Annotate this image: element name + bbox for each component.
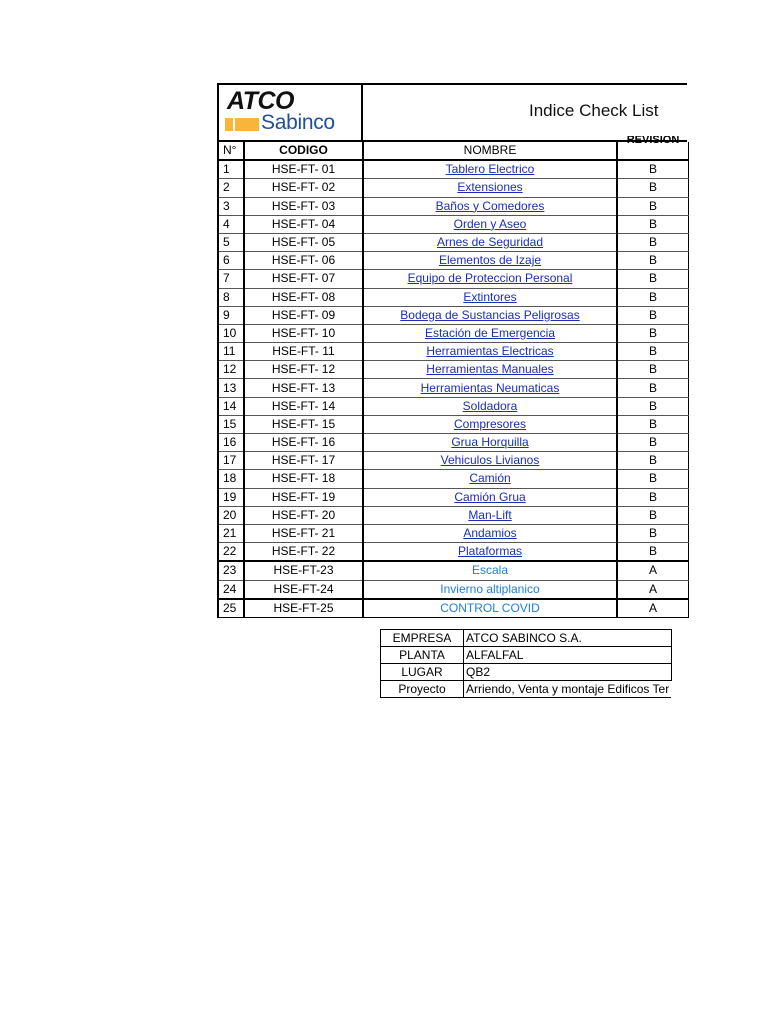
row-revision: A [617,561,689,580]
table-header-row [218,142,689,160]
row-code: HSE-FT- 18 [244,470,363,488]
row-number: 13 [218,379,244,397]
row-number: 23 [218,561,244,580]
info-label: EMPRESA [381,630,464,647]
row-revision: B [617,524,689,542]
checklist-link[interactable]: Tablero Electrico [445,162,535,177]
row-number: 24 [218,580,244,599]
row-name-cell [363,543,617,562]
info-value: Arriendo, Venta y montaje Edificos Ter [464,681,672,698]
checklist-link[interactable]: Arnes de Seguridad [436,235,544,250]
checklist-link[interactable]: Baños y Comedores [435,198,545,213]
row-number: 5 [218,233,244,251]
checklist-link[interactable]: Herramientas Neumaticas [420,380,560,395]
row-name-cell [363,324,617,342]
table-row [218,160,689,179]
row-number: 21 [218,524,244,542]
table-row [218,215,689,233]
row-revision: B [617,506,689,524]
table-row [218,524,689,542]
checklist-link[interactable]: Equipo de Proteccion Personal [407,271,573,286]
row-number: 14 [218,397,244,415]
row-number: 2 [218,179,244,197]
row-revision: B [617,160,689,179]
row-code: HSE-FT-25 [244,599,363,618]
checklist-link[interactable]: Bodega de Sustancias Peligrosas [400,307,580,322]
row-number: 6 [218,252,244,270]
row-code: HSE-FT- 05 [244,233,363,251]
table-row [218,488,689,506]
row-name-cell [363,233,617,251]
row-code: HSE-FT- 09 [244,306,363,324]
row-name-cell [363,252,617,270]
sheet-header [217,83,687,142]
checklist-link[interactable]: Herramientas Manuales [426,362,554,377]
row-name-cell [363,561,617,580]
row-code: HSE-FT- 03 [244,197,363,215]
checklist-link[interactable]: Camión Grua [454,489,526,504]
checklist-link[interactable]: Grua Horquilla [451,435,529,450]
table-row [218,599,689,618]
row-revision: B [617,415,689,433]
row-number: 12 [218,361,244,379]
row-number: 4 [218,215,244,233]
row-number: 22 [218,543,244,562]
row-code: HSE-FT- 16 [244,434,363,452]
row-code: HSE-FT- 17 [244,452,363,470]
row-code: HSE-FT- 20 [244,506,363,524]
checklist-link[interactable]: Estación de Emergencia [424,325,556,340]
checklist-link[interactable]: Escala [471,563,509,578]
row-revision: B [617,306,689,324]
table-row [218,179,689,197]
row-name-cell [363,580,617,599]
row-revision: B [617,470,689,488]
row-number: 11 [218,343,244,361]
row-number: 16 [218,434,244,452]
info-label: PLANTA [381,647,464,664]
page-title: Indice Check List [529,101,659,120]
table-row [218,361,689,379]
checklist-index-sheet [217,83,687,618]
header-name: NOMBRE [363,142,617,160]
checklist-link[interactable]: Soldadora [462,398,518,413]
info-value: QB2 [464,664,672,681]
row-code: HSE-FT-24 [244,580,363,599]
row-revision: B [617,379,689,397]
row-number: 20 [218,506,244,524]
table-row [218,233,689,251]
table-row [218,288,689,306]
row-code: HSE-FT- 08 [244,288,363,306]
logo-sabinco-text: Sabinco [261,111,335,134]
table-row [218,343,689,361]
table-row [218,415,689,433]
row-revision: B [617,343,689,361]
row-name-cell [363,270,617,288]
row-revision: B [617,252,689,270]
row-revision: B [617,270,689,288]
row-revision: B [617,197,689,215]
checklist-link[interactable]: Camión [469,471,511,486]
logo-bars-icon [225,118,259,131]
row-code: HSE-FT- 13 [244,379,363,397]
row-code: HSE-FT- 15 [244,415,363,433]
info-row [381,664,672,681]
checklist-link[interactable]: CONTROL COVID [440,600,540,615]
project-info-table [380,629,672,698]
row-name-cell [363,452,617,470]
table-row [218,543,689,562]
info-value: ATCO SABINCO S.A. [464,630,672,647]
row-code: HSE-FT- 19 [244,488,363,506]
row-revision: B [617,397,689,415]
row-name-cell [363,415,617,433]
table-row [218,506,689,524]
checklist-link[interactable]: Andamios [463,526,517,541]
row-name-cell [363,343,617,361]
checklist-link[interactable]: Elementos de Izaje [438,253,542,268]
row-number: 17 [218,452,244,470]
checklist-link[interactable]: Plataformas [457,544,523,559]
row-revision: A [617,580,689,599]
checklist-link[interactable]: Invierno altiplanico [440,581,540,596]
row-name-cell [363,397,617,415]
info-row [381,681,672,698]
row-code: HSE-FT- 10 [244,324,363,342]
row-code: HSE-FT- 21 [244,524,363,542]
row-revision: B [617,452,689,470]
row-revision: B [617,233,689,251]
info-label: LUGAR [381,664,464,681]
row-revision: B [617,324,689,342]
info-row [381,630,672,647]
logo-atco-text: ATCO [227,87,294,115]
row-name-cell [363,434,617,452]
table-row [218,306,689,324]
row-name-cell [363,488,617,506]
checklist-link[interactable]: Extintores [463,289,517,304]
table-row [218,434,689,452]
checklist-link[interactable]: Man-Lift [468,507,512,522]
row-name-cell [363,361,617,379]
row-number: 18 [218,470,244,488]
row-name-cell [363,524,617,542]
header-no: N° [218,142,244,160]
row-number: 15 [218,415,244,433]
row-number: 10 [218,324,244,342]
row-code: HSE-FT- 06 [244,252,363,270]
table-row [218,270,689,288]
row-name-cell [363,288,617,306]
row-name-cell [363,470,617,488]
row-revision: B [617,488,689,506]
table-row [218,580,689,599]
table-row [218,561,689,580]
table-row [218,252,689,270]
row-code: HSE-FT- 12 [244,361,363,379]
header-code: CODIGO [244,142,363,160]
row-code: HSE-FT- 01 [244,160,363,179]
table-row [218,324,689,342]
row-number: 3 [218,197,244,215]
row-name-cell [363,160,617,179]
row-revision: B [617,179,689,197]
row-number: 7 [218,270,244,288]
checklist-link[interactable]: Compresores [453,416,527,431]
row-number: 9 [218,306,244,324]
info-value: ALFALFAL [464,647,672,664]
info-label: Proyecto [381,681,464,698]
info-row [381,647,672,664]
row-revision: B [617,288,689,306]
table-row [218,470,689,488]
row-revision: A [617,599,689,618]
row-name-cell [363,306,617,324]
row-name-cell [363,179,617,197]
row-code: HSE-FT- 07 [244,270,363,288]
row-revision: B [617,215,689,233]
row-code: HSE-FT- 14 [244,397,363,415]
table-row [218,452,689,470]
table-row [218,397,689,415]
row-number: 25 [218,599,244,618]
overflow-mask [687,680,768,700]
row-code: HSE-FT- 04 [244,215,363,233]
row-code: HSE-FT- 11 [244,343,363,361]
row-name-cell [363,197,617,215]
row-name-cell [363,379,617,397]
checklist-link[interactable]: Herramientas Electricas [426,344,554,359]
row-name-cell [363,215,617,233]
row-revision: B [617,434,689,452]
checklist-table [217,136,689,618]
row-revision: B [617,361,689,379]
table-row [218,379,689,397]
row-name-cell [363,599,617,618]
row-number: 1 [218,160,244,179]
row-number: 8 [218,288,244,306]
company-logo [219,85,363,140]
row-code: HSE-FT- 02 [244,179,363,197]
row-revision: B [617,543,689,562]
header-revision: REVISION [617,136,689,154]
row-code: HSE-FT- 22 [244,543,363,562]
checklist-link[interactable]: Extensiones [457,180,523,195]
checklist-link[interactable]: Orden y Aseo [453,216,527,231]
table-row [218,197,689,215]
checklist-link[interactable]: Vehiculos Livianos [440,453,540,468]
row-name-cell [363,506,617,524]
row-code: HSE-FT-23 [244,561,363,580]
row-number: 19 [218,488,244,506]
